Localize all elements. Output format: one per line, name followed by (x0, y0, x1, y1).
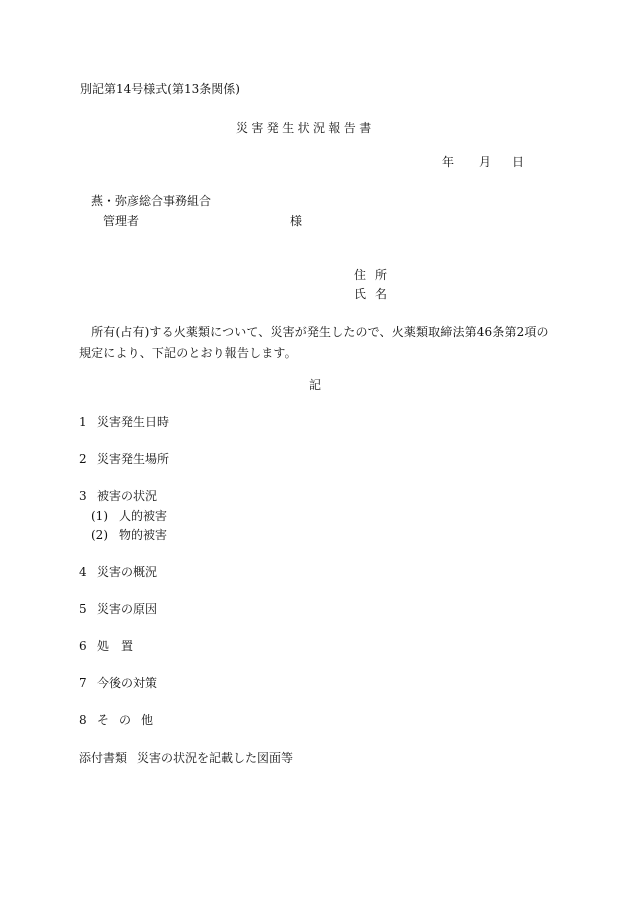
item-1 (79, 416, 169, 428)
attachment-line (79, 752, 293, 764)
reporter-address-label: 住所 (354, 268, 397, 282)
addressee-honorific: 様 (290, 214, 303, 228)
item-7 (79, 677, 157, 689)
item-4-label: 災害の概況 (97, 565, 158, 579)
attachment-label: 添付書類 (79, 751, 128, 765)
form-number: 別記第14号様式(第13条関係) (80, 82, 240, 96)
item-3-label: 被害の状況 (97, 489, 158, 503)
ki-heading: 記 (309, 378, 322, 392)
document-title: 災害発生状況報告書 (236, 121, 375, 135)
item-2-number: 2 (79, 452, 87, 466)
item-2 (79, 453, 169, 465)
item-6 (79, 640, 145, 652)
date-year-label: 年 (442, 155, 455, 169)
item-3-sub-1 (91, 510, 167, 522)
item-6-number: 6 (79, 639, 87, 653)
item-5 (79, 603, 157, 615)
item-3-sub-2-number: (2) (91, 528, 108, 542)
item-7-number: 7 (79, 676, 87, 690)
date-day-label: 日 (512, 155, 525, 169)
item-6-label: 処置 (97, 639, 146, 653)
item-5-number: 5 (79, 602, 87, 616)
item-3-sub-2 (91, 529, 167, 541)
item-1-label: 災害発生日時 (97, 415, 170, 429)
item-4-number: 4 (79, 565, 87, 579)
item-3-sub-1-label: 人的被害 (119, 509, 168, 523)
reporter-name-label: 氏名 (354, 287, 397, 301)
item-8-number: 8 (79, 713, 87, 727)
item-3-sub-1-number: (1) (91, 509, 108, 523)
item-4 (79, 566, 157, 578)
item-1-number: 1 (79, 415, 87, 429)
date-month-label: 月 (479, 155, 492, 169)
report-body-text (79, 322, 551, 364)
item-7-label: 今後の対策 (97, 676, 158, 690)
item-3 (79, 490, 157, 502)
addressee-manager: 管理者 (103, 214, 140, 228)
item-2-label: 災害発生場所 (97, 452, 170, 466)
item-8 (79, 714, 163, 726)
item-8-label: その他 (97, 713, 164, 727)
item-3-sub-2-label: 物的被害 (119, 528, 168, 542)
report-body-content: 所有(占有)する火薬類について、災害が発生したので、火薬類取締法第46条第2項の規定により、下記のとおり報告します。 (79, 325, 549, 360)
attachment-text: 災害の状況を記載した図面等 (137, 751, 294, 765)
item-5-label: 災害の原因 (97, 602, 158, 616)
addressee-organization: 燕・弥彦総合事務組合 (91, 194, 212, 208)
item-3-number: 3 (79, 489, 87, 503)
